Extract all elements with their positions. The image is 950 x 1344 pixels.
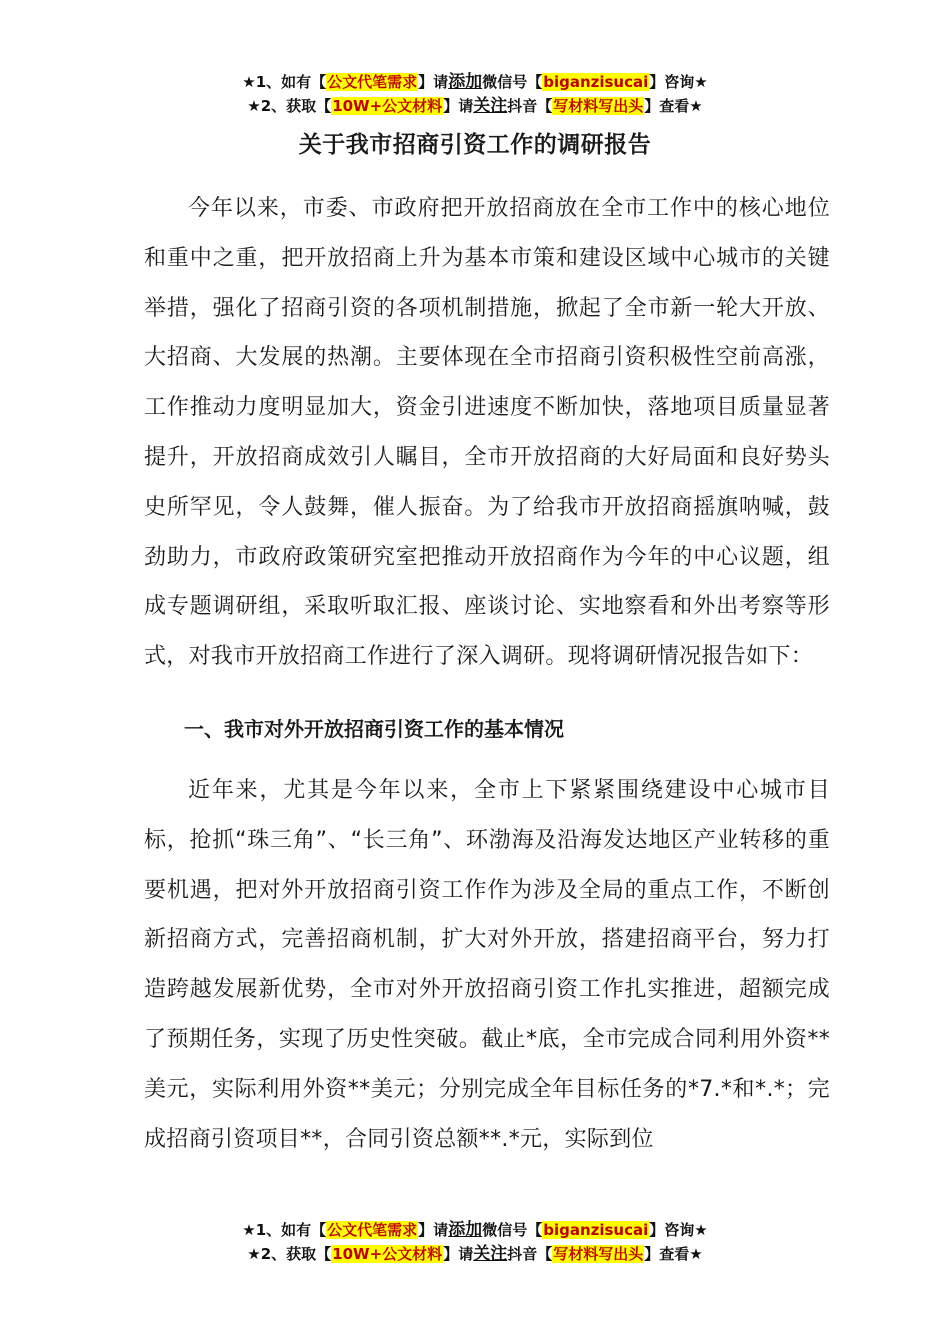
ad-underlined: 添加	[448, 72, 483, 92]
ad-wechat-id: biganzisucai	[543, 73, 649, 91]
ad-text: 】咨询★	[649, 73, 708, 91]
paragraph-intro: 今年以来，市委、市政府把开放招商放在全市工作中的核心地位和重中之重，把开放招商上升为基本市策和建设区域中心城市的关键举措，强化了招商引资的各项机制措施，掀起了全市新一轮大开放、大招商、大发展的热潮。主要体现在全市招商引资积极性空前高涨，工作推动力度明显加大，资金引进速度不断加快，落地项目质量显著提升，开放招商成效引人瞩目，全市开放招商的大好局面和良好势头史所罕见，令人鼓舞，催人振奋。为了给我市开放招商摇旗呐喊，鼓劲助力，市政府政策研究室把推动开放招商作为今年的中心议题，组成专题调研组，采取听取汇报、座谈讨论、实地察看和外出考察等形式，对我市开放招商工作进行了深入调研。现将调研情况报告如下：	[144, 196, 830, 670]
ad-text: 】请	[443, 1245, 474, 1263]
section-heading: 一、我市对外开放招商引资工作的基本情况	[184, 716, 564, 741]
ad-highlight: 公文代笔需求	[327, 73, 418, 91]
ad-text: 】请	[418, 1221, 449, 1239]
ad-underlined: 关注	[473, 96, 508, 116]
paragraph-basic-situation: 近年来，尤其是今年以来，全市上下紧紧围绕建设中心城市目标，抢抓“珠三角”、“长三角”、环渤海及沿海发达地区产业转移的重要机遇，把对外开放招商引资工作作为涉及全局的重点工作，不断创新招商方式，完善招商机制，扩大对外开放，搭建招商平台，努力打造跨越发展新优势，全市对外开放招商引资工作扎实推进，超额完成了预期任务，实现了历史性突破。截止*底，全市完成合同利用外资**美元，实际利用外资**美元；分别完成全年目标任务的*7.*和*.*；完成招商引资项目**，合同引资总额**.*元，实际到位	[144, 777, 830, 1152]
document-body	[144, 184, 830, 1164]
ad-douyin-id: 写材料写出头	[553, 97, 644, 115]
ad-text: 】请	[418, 73, 449, 91]
header-ad-banner	[0, 70, 950, 118]
ad-text: 】咨询★	[649, 1221, 708, 1239]
ad-text: 抖音【	[507, 97, 553, 115]
document-title: 关于我市招商引资工作的调研报告	[298, 132, 652, 158]
ad-line-1	[0, 1218, 950, 1242]
ad-text: ★2、获取【	[247, 97, 332, 115]
ad-text: 微信号【	[482, 73, 543, 91]
ad-underlined: 添加	[448, 1220, 483, 1240]
ad-text: ★1、如有【	[242, 1221, 327, 1239]
ad-text: 】查看★	[644, 97, 703, 115]
footer-ad-banner	[0, 1218, 950, 1266]
ad-line-2	[0, 94, 950, 118]
ad-text: ★2、获取【	[247, 1245, 332, 1263]
ad-highlight: 10W+公文材料	[332, 97, 443, 115]
ad-text: 抖音【	[507, 1245, 553, 1263]
ad-douyin-id: 写材料写出头	[553, 1245, 644, 1263]
ad-highlight: 10W+公文材料	[332, 1245, 443, 1263]
ad-text: 】请	[443, 97, 474, 115]
ad-wechat-id: biganzisucai	[543, 1221, 649, 1239]
ad-highlight: 公文代笔需求	[327, 1221, 418, 1239]
ad-line-2	[0, 1242, 950, 1266]
ad-text: 】查看★	[644, 1245, 703, 1263]
ad-text: ★1、如有【	[242, 73, 327, 91]
ad-text: 微信号【	[482, 1221, 543, 1239]
ad-underlined: 关注	[473, 1244, 508, 1264]
ad-line-1	[0, 70, 950, 94]
